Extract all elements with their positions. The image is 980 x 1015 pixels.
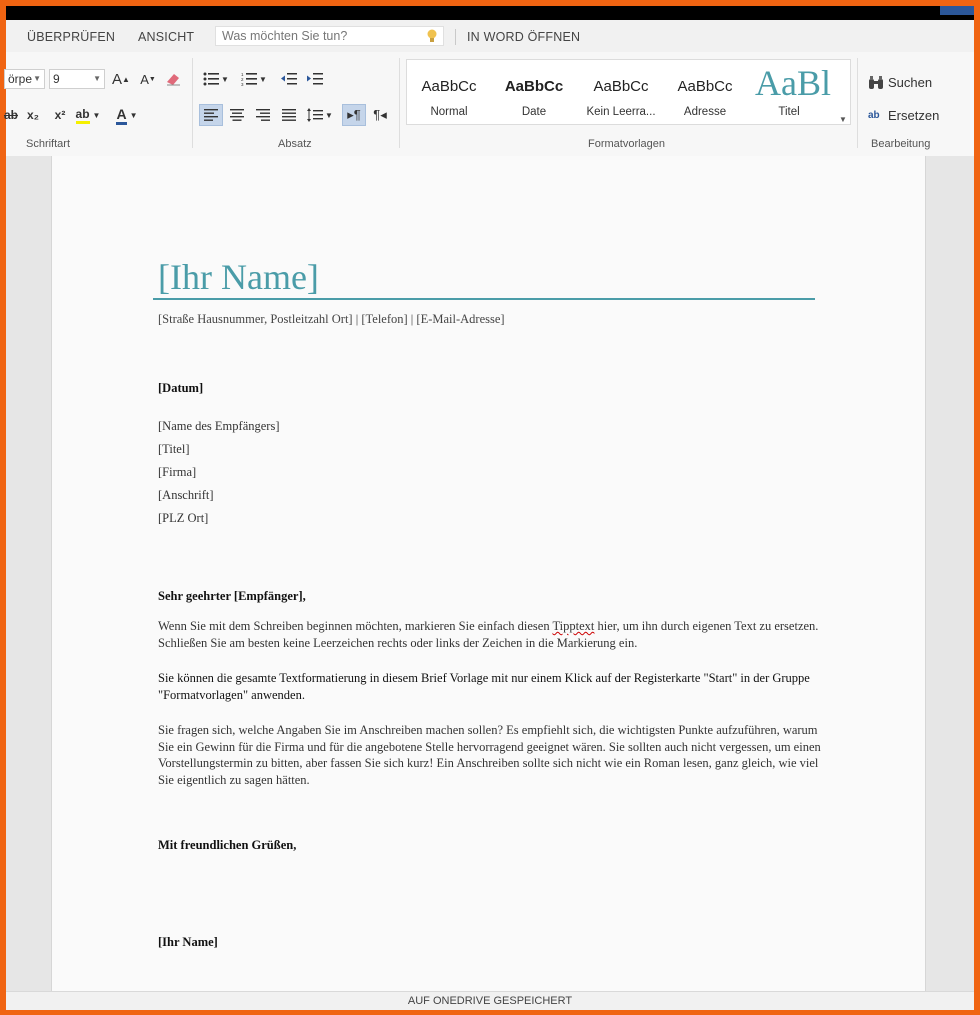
subscript-button[interactable] (22, 104, 44, 126)
style-title[interactable] (749, 60, 829, 124)
tab-view[interactable]: ANSICHT (138, 30, 195, 44)
group-separator (192, 58, 193, 148)
chevron-down-icon[interactable]: ▼ (92, 110, 101, 120)
svg-text:1: 1 (241, 72, 244, 77)
highlight-icon: ab (76, 107, 90, 124)
style-name: Adresse (683, 106, 727, 118)
paragraph-group-label: Absatz (278, 138, 312, 150)
find-button[interactable] (868, 75, 932, 90)
superscript-button[interactable] (49, 104, 71, 126)
font-size-value: 9 (53, 72, 60, 86)
title-bar (6, 6, 974, 20)
lightbulb-icon (427, 29, 437, 46)
font-name-combo[interactable] (4, 69, 45, 89)
style-address[interactable] (665, 60, 745, 124)
highlight-button[interactable] (73, 104, 103, 126)
ltr-button[interactable] (342, 104, 366, 126)
menu-tabs (6, 20, 974, 52)
tab-review[interactable]: ÜBERPRÜFEN (27, 30, 116, 44)
styles-gallery (406, 59, 851, 125)
superscript-icon: x² (54, 108, 66, 122)
find-label: Suchen (888, 75, 933, 90)
font-name-value: örpe (8, 72, 33, 86)
style-no-spacing[interactable] (581, 60, 661, 124)
font-group-label: Schriftart (26, 138, 71, 150)
align-right-button[interactable] (252, 104, 274, 126)
replace-button[interactable] (868, 108, 939, 123)
tell-me-box[interactable] (215, 26, 444, 46)
recipient-zip-city[interactable]: [PLZ Ort] (158, 511, 209, 525)
font-size-combo[interactable] (49, 69, 105, 89)
strikethrough-icon: ab (3, 108, 18, 122)
shrink-font-button[interactable]: A ▼ (140, 71, 156, 87)
font-color-button[interactable] (112, 104, 142, 126)
recipient-name[interactable]: [Name des Empfängers] (158, 419, 280, 433)
recipient-company[interactable]: [Firma] (158, 465, 197, 479)
body-paragraph-2[interactable]: Sie können die gesamte Textformatierung in diesem Brief Vorlage mit nur einem Klick auf der Registerkarte "Start" in der Gruppe "Formatvorlagen" anwenden. (158, 671, 810, 702)
clear-formatting-button[interactable] (162, 68, 184, 90)
menu-separator (455, 29, 456, 45)
chevron-down-icon[interactable]: ▼ (259, 74, 267, 84)
document-page[interactable] (51, 156, 926, 991)
strikethrough-button[interactable] (2, 104, 20, 126)
group-separator (399, 58, 400, 148)
decrease-indent-button[interactable] (278, 68, 300, 90)
closing[interactable]: Mit freundlichen Grüßen, (158, 838, 297, 852)
align-left-icon (204, 109, 218, 121)
contact-line[interactable]: [Straße Hausnummer, Postleitzahl Ort] | [Telefon] | [E-Mail-Adresse] (158, 312, 505, 326)
rtl-button[interactable] (369, 104, 391, 126)
binoculars-icon (868, 76, 884, 90)
style-date[interactable] (491, 60, 577, 124)
line-spacing-icon (307, 108, 323, 122)
font-color-icon: A (116, 106, 126, 125)
justify-icon (282, 109, 296, 121)
save-status: AUF ONEDRIVE GESPEICHERT (407, 995, 573, 1007)
replace-icon: ab (868, 110, 880, 121)
open-in-word-button[interactable]: IN WORD ÖFFNEN (467, 30, 581, 44)
styles-group-label: Formatvorlagen (588, 138, 666, 150)
grow-font-button[interactable]: A ▲ (112, 70, 130, 88)
style-name: Titel (778, 106, 800, 118)
svg-text:3: 3 (241, 82, 244, 87)
subscript-icon: x₂ (26, 108, 39, 122)
bullets-button[interactable] (201, 68, 231, 90)
style-sample: AaBbCc (593, 78, 649, 95)
align-right-icon (256, 109, 270, 121)
line-spacing-button[interactable] (303, 104, 337, 126)
para1-text-after: hier, um ihn durch eigenen Text zu ersetzen. Schließen Sie am besten keine Leerzeichen rechts oder links der Zeichen in die Markierung ein. (158, 619, 819, 650)
signature-name[interactable]: [Ihr Name] (158, 935, 218, 949)
style-sample: AaBbCc (504, 78, 564, 95)
recipient-address[interactable]: [Anschrift] (158, 488, 214, 502)
style-sample: AaBbCc (421, 78, 477, 95)
tell-me-input[interactable] (216, 27, 422, 45)
para1-text-before: Wenn Sie mit dem Schreiben beginnen möchten, markieren Sie einfach diesen (158, 619, 553, 633)
editing-group-label: Bearbeitung (871, 138, 931, 150)
misspelled-word[interactable]: Tipptext (552, 619, 595, 633)
status-bar (6, 991, 974, 1010)
justify-button[interactable] (278, 104, 300, 126)
numbering-button[interactable] (239, 68, 269, 90)
decrease-indent-icon (281, 72, 297, 86)
replace-label: Ersetzen (888, 108, 940, 123)
style-name: Date (521, 106, 547, 118)
numbered-list-icon (241, 72, 257, 86)
chevron-down-icon[interactable]: ▼ (33, 74, 41, 83)
date-field[interactable]: [Datum] (158, 381, 204, 395)
title-bar-accent (940, 6, 974, 15)
body-paragraph-3[interactable]: Sie fragen sich, welche Angaben Sie im Anschreiben machen sollen? Es empfiehlt sich, die wichtigsten Punkte aufzuführen, warum Sie ein Gewinn für die Firma und für die angebotene Stelle hervorragend geeignet wären. Sie sollten auch nicht vergessen, um einen Vorstellungstermin zu bitten, aber fassen Sie sich kurz! Ein Anschreiben sollte sich nicht wie ein Roman lesen, ganz gleich, wie viel Sie eigentlich zu sagen hätten. (158, 723, 821, 787)
increase-indent-button[interactable] (304, 68, 326, 90)
chevron-down-icon[interactable]: ▼ (221, 74, 229, 84)
chevron-down-icon[interactable]: ▼ (839, 115, 847, 124)
sender-name[interactable]: [Ihr Name] (158, 257, 319, 297)
style-name: Kein Leerra... (586, 106, 656, 118)
chevron-down-icon[interactable]: ▼ (93, 74, 101, 83)
increase-indent-icon (307, 72, 323, 86)
align-center-icon (230, 109, 244, 121)
style-sample: AaBl (755, 63, 831, 103)
ltr-pilcrow-icon: ▸¶ (347, 107, 361, 122)
group-separator (857, 58, 858, 148)
eraser-icon (165, 72, 181, 86)
chevron-down-icon[interactable]: ▼ (325, 110, 333, 120)
shrink-font-icon: A (140, 71, 149, 87)
grow-font-icon: A (112, 70, 123, 88)
rtl-pilcrow-icon: ¶◂ (373, 107, 387, 122)
body-paragraph-1[interactable] (158, 618, 824, 651)
app-window (3, 6, 974, 1009)
chevron-down-icon[interactable]: ▼ (129, 110, 138, 120)
ribbon (3, 52, 974, 157)
style-normal[interactable] (411, 60, 487, 124)
align-center-button[interactable] (226, 104, 248, 126)
align-left-button[interactable] (199, 104, 223, 126)
bullet-list-icon (203, 72, 219, 86)
svg-text:2: 2 (241, 77, 244, 82)
name-underline (153, 298, 815, 300)
recipient-title[interactable]: [Titel] (158, 442, 190, 456)
styles-more-button[interactable] (835, 59, 851, 125)
salutation[interactable]: Sehr geehrter [Empfänger], (158, 589, 306, 603)
style-sample: AaBbCc (677, 78, 733, 95)
document-area (6, 156, 974, 991)
style-name: Normal (430, 106, 468, 118)
